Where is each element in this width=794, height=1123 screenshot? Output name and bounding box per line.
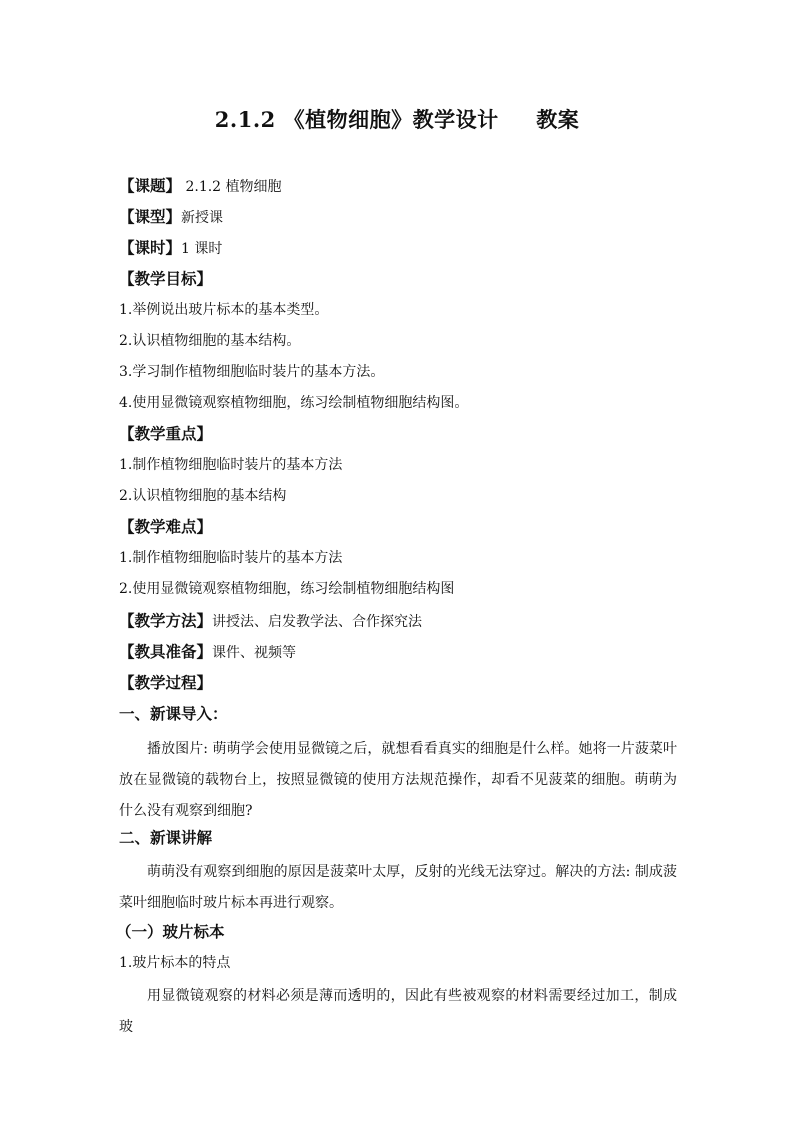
key-points-heading: 【教学重点】 [119,424,213,443]
lecture-paragraph: 萌萌没有观察到细胞的原因是菠菜叶太厚，反射的光线无法穿过。解决的方法: 制成菠菜叶细胞临时玻片标本再进行观察。 [119,864,677,911]
lesson-type-label: 【课型】 [119,207,182,226]
goals-heading: 【教学目标】 [119,269,213,288]
difficulty-item: 2.使用显微镜观察植物细胞，练习绘制植物细胞结构图 [119,581,455,597]
difficulties-heading: 【教学难点】 [119,517,213,536]
slide-specimen-paragraph: 用显微镜观察的材料必须是薄而透明的，因此有些被观察的材料需要经过加工，制成玻 [119,988,677,1035]
lesson-hours-label: 【课时】 [119,238,182,257]
topic-row [119,176,282,197]
page-title [0,104,794,134]
process-heading: 【教学过程】 [119,673,213,692]
materials-label: 【教具准备】 [119,642,213,661]
intro-paragraph: 播放图片: 萌萌学会使用显微镜之后，就想看看真实的细胞是什么样。她将一片菠菜叶放在显微镜的载物台上，按照显微镜的使用方法规范操作，却看不见菠菜的细胞。萌萌为什么没有观察到细胞? [119,741,677,819]
title-main: 《植物细胞》教学设计 [283,107,499,132]
title-suffix: 教案 [536,107,580,132]
goal-item: 3.学习制作植物细胞临时装片的基本方法。 [119,364,385,380]
goal-item: 4.使用显微镜观察植物细胞，练习绘制植物细胞结构图。 [119,395,469,411]
title-code: 2.1.2 [214,107,276,132]
lecture-heading: 二、新课讲解 [119,828,213,847]
lesson-hours-value: 1 课时 [181,241,223,257]
topic-label: 【课题】 [119,176,182,195]
methods-label: 【教学方法】 [119,611,213,630]
slide-specimen-item: 1.玻片标本的特点 [119,955,231,971]
slide-specimen-heading: （一）玻片标本 [116,922,225,941]
methods-row [119,611,422,632]
lesson-hours-row [119,238,222,259]
topic-value: 2.1.2 植物细胞 [185,179,282,195]
materials-value: 课件、视频等 [212,645,297,661]
methods-value: 讲授法、启发教学法、合作探究法 [212,614,423,630]
materials-row [119,642,296,663]
lesson-type-row [119,207,223,228]
goal-item: 1.举例说出玻片标本的基本类型。 [119,302,329,318]
key-point-item: 2.认识植物细胞的基本结构 [119,488,287,504]
key-point-item: 1.制作植物细胞临时装片的基本方法 [119,457,343,473]
goal-item: 2.认识植物细胞的基本结构。 [119,333,301,349]
lesson-type-value: 新授课 [181,210,224,226]
difficulty-item: 1.制作植物细胞临时装片的基本方法 [119,550,343,566]
intro-heading: 一、新课导入： [119,704,228,723]
